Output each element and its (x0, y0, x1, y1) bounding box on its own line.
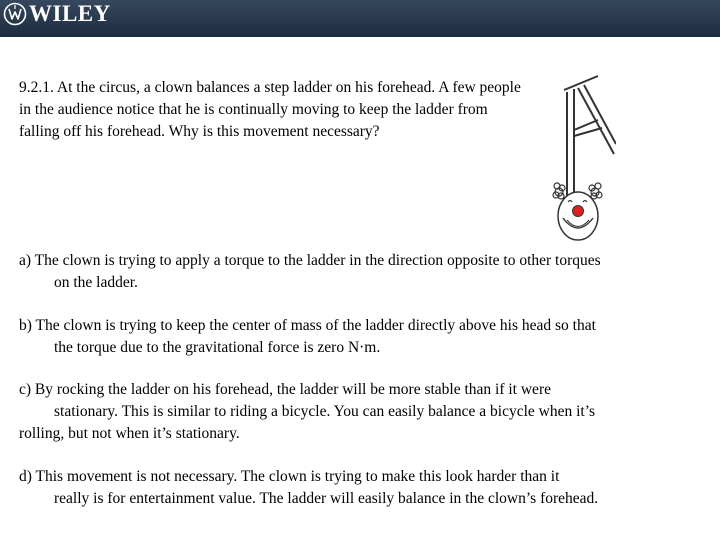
option-b-line1: b) The clown is trying to keep the center of mass of the ladder directly above his head so that (19, 317, 596, 334)
option-c-line1: c) By rocking the ladder on his forehead, the ladder will be more stable than if it were (19, 381, 551, 398)
option-a[interactable] (19, 250, 709, 294)
clown-balancing-ladder-icon (548, 68, 616, 246)
option-a-line1: a) The clown is trying to apply a torque to the ladder in the direction opposite to other torques (19, 252, 601, 269)
option-c-line3: rolling, but not when it’s stationary. (19, 425, 240, 442)
logo-text: WILEY (29, 1, 111, 26)
option-c-line2: stationary. This is similar to riding a bicycle. You can easily balance a bicycle when it’s (54, 403, 596, 420)
option-b-line2: the torque due to the gravitational force is zero N·m. (54, 339, 381, 356)
question-text: 9.2.1. At the circus, a clown balances a step ladder on his forehead. A few people in the audience notice that he is continually moving to keep the ladder from falling off his forehead. Why is this movement necessary? (19, 79, 521, 140)
option-a-line2: on the ladder. (54, 274, 138, 291)
wiley-logo (3, 2, 111, 26)
wiley-emblem-icon (3, 2, 27, 26)
option-c[interactable] (19, 379, 709, 445)
option-d-line2: really is for entertainment value. The ladder will easily balance in the clown’s forehead. (54, 490, 599, 507)
option-b[interactable] (19, 315, 709, 359)
option-d-line1: d) This movement is not necessary. The clown is trying to make this look harder than it (19, 468, 560, 485)
option-d[interactable] (19, 466, 709, 510)
header-bar (0, 0, 720, 37)
